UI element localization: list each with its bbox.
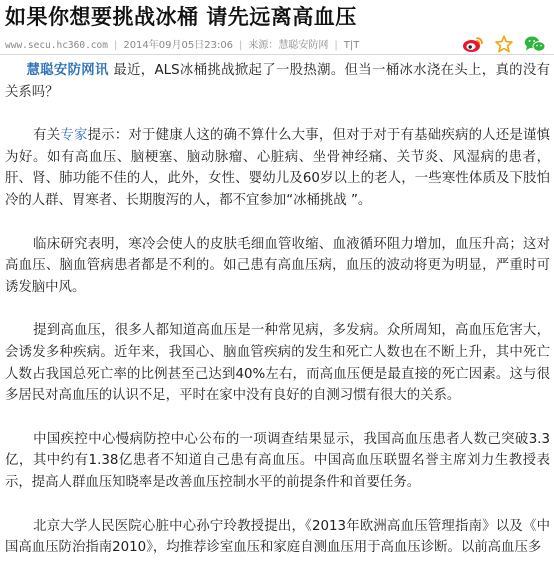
weibo-icon[interactable] bbox=[462, 35, 484, 53]
paragraph-text: 有关 bbox=[33, 128, 61, 144]
keyword-link-expert[interactable]: 专家 bbox=[60, 128, 88, 144]
star-icon[interactable] bbox=[495, 35, 513, 53]
article-body bbox=[5, 60, 550, 559]
text-size-toggle[interactable]: T|T bbox=[343, 40, 360, 51]
wechat-icon[interactable] bbox=[524, 35, 546, 53]
page-title: 如果你想要挑战冰桶 请先远离高血压 bbox=[5, 5, 357, 29]
meta-separator: | bbox=[239, 40, 243, 51]
share-icons bbox=[462, 34, 546, 54]
source-label: 来源： bbox=[248, 40, 279, 51]
article-meta bbox=[5, 36, 359, 51]
article-paragraph: 北京大学人民医院心脏中心孙宁玲教授提出，《2013年欧洲高血压管理指南》以及《中国高血压防治指南2010》，均推荐诊室血压和家庭自测血压用于高血压诊断。以前高血压多 bbox=[5, 518, 550, 556]
source-link[interactable]: 慧聪安防网 bbox=[278, 40, 329, 51]
meta-separator: | bbox=[334, 40, 338, 51]
article-paragraph: 临床研究表明，寒冷会使人的皮肤毛细血管收缩、血液循环阻力增加，血压升高；这对高血压、脑血管病患者都是不利的。如己患有高血压病，血压的波动将更为明显，严重时可诱发脑中风。 bbox=[5, 236, 550, 295]
article-paragraph bbox=[5, 125, 550, 211]
publish-date: 2014年09月05日23:06 bbox=[123, 40, 234, 51]
article-meta-bar bbox=[0, 34, 554, 55]
source-brand: 慧聪安防网讯 bbox=[26, 63, 109, 78]
article-paragraph: 提到高血压，很多人都知道高血压是一种常见病，多发病。众所周知，高血压危害大，会诱发多种疾病。近年来，我国心、脑血管疾病的发生和死亡人数也在不断上升，其中死亡人数占我国总死亡率的比例甚至己达到40%左右，而高血压便是最直接的死亡因素。这与很多居民对高血压的认识不足，平时在家中没有良好的自测习惯有很大的关系。 bbox=[5, 323, 550, 404]
article-paragraph: 中国疾控中心慢病防控中心公布的一项调查结果显示，我国高血压患者人数己突破3.3亿，其中约有1.38亿患者不知道自己患有高血压。中国高血压联盟名誉主席刘力生教授表示，提高人群血压知晓率是改善血压控制水平的前提条件和首要任务。 bbox=[5, 431, 550, 490]
site-url-link[interactable]: www.secu.hc360.com bbox=[5, 40, 108, 51]
article-paragraph bbox=[5, 60, 550, 103]
meta-separator: | bbox=[113, 40, 118, 51]
paragraph-text: 提示：对于健康人这的确不算什么大事，但对于对于有基础疾病的人还是谨慎为好。如有高血压、脑梗塞、脑动脉瘤、心脏病、坐骨神经痛、关节炎、风湿病的患者，肝、肾、肺功能不佳的人，此外，女性、婴幼儿及60岁以上的老人，一些寒性体质及下肢怕冷的人群、胃寒者、长期腹泻的人，都不宜参加“冰桶挑战 ”。 bbox=[5, 128, 551, 208]
paragraph-text: 最近，ALS冰桶挑战掀起了一股热潮。但当一桶冰水浇在头上，真的没有关系吗？ bbox=[5, 63, 551, 100]
